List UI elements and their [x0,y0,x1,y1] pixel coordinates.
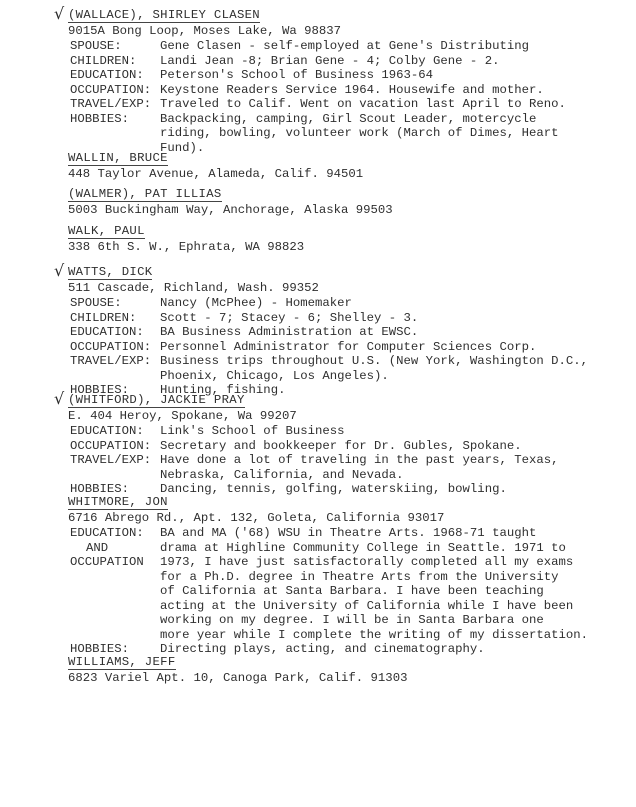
entry-williams [60,655,628,686]
field-value: BA and MA ('68) WSU in Theatre Arts. 1968-71 taught drama at Highline Community College in Seattle. 1971 to 1973, I have just satisfactorally completed all my exams for a Ph.D. degree in Theatre Arts from the University of California at Santa Barbara. I have been teaching acting at the University of California while I have been working on my degree. I will be in Santa Barbara one more year while I complete the writing of my dissertation. [160,526,589,642]
field-label: EDUCATION: [70,526,144,540]
entry-walk [60,224,628,255]
entry-name: WHITMORE, JON [68,495,168,509]
field-label: EDUCATION: [70,68,144,82]
field-label: TRAVEL/EXP: [70,97,152,111]
entry-address: 338 6th S. W., Ephrata, WA 98823 [68,239,305,254]
field-value: Directing plays, acting, and cinematography. [160,642,485,656]
entry-name: (WALMER), PAT ILLIAS [68,187,222,201]
field-label: HOBBIES: [70,482,130,496]
field-label: SPOUSE: [70,39,122,53]
entry-name: WALLIN, BRUCE [68,151,168,165]
field-value: Business trips throughout U.S. (New York, Washington D.C., Phoenix, Chicago, Los Angeles). [160,354,589,383]
entry-name: (WALLACE), SHIRLEY CLASEN [68,8,260,22]
field-label: TRAVEL/EXP: [70,354,152,368]
field-value: Hunting, fishing. [160,383,286,397]
field-label-and: AND [86,540,109,555]
field-value: Nancy (McPhee) - Homemaker [160,296,352,310]
field-label: HOBBIES: [70,111,130,126]
entry-address: 6716 Abrego Rd., Apt. 132, Goleta, California 93017 [68,510,445,525]
check-mark: √ [54,261,65,280]
entry-address: 5003 Buckingham Way, Anchorage, Alaska 99503 [68,202,393,217]
entry-name: (WHITFORD), JACKIE PRAY [68,393,245,407]
field-value: Have done a lot of traveling in the past years, Texas, Nebraska, California, and Nevada. [160,453,559,482]
entry-address: 9015A Bong Loop, Moses Lake, Wa 98837 [68,23,342,38]
field-label: TRAVEL/EXP: [70,453,152,467]
field-label: HOBBIES: [70,383,130,397]
field-label: CHILDREN: [70,310,137,325]
field-label: HOBBIES: [70,642,130,656]
field-value: Dancing, tennis, golfing, waterskiing, bowling. [160,482,507,496]
field-value: Personnel Administrator for Computer Sciences Corp. [160,339,537,354]
field-value: Keystone Readers Service 1964. Housewife and mother. [160,82,544,97]
entry-address: 448 Taylor Avenue, Alameda, Calif. 94501 [68,166,364,181]
field-label: EDUCATION: [70,325,144,339]
entry-wallace [54,4,628,155]
entry-whitmore [60,495,628,657]
field-value: Landi Jean -8; Brian Gene - 4; Colby Gene - 2. [160,53,500,68]
check-mark: √ [54,4,65,23]
entry-wallin [60,151,628,182]
field-value: Peterson's School of Business 1963-64 [160,68,434,82]
field-value: Gene Clasen - self-employed at Gene's Distributing [160,39,529,53]
field-label: EDUCATION: [70,424,144,438]
field-label-occupation: OCCUPATION [70,555,144,569]
entry-address: E. 404 Heroy, Spokane, Wa 99207 [68,408,297,423]
field-value: Scott - 7; Stacey - 6; Shelley - 3. [160,310,419,325]
field-label: OCCUPATION: [70,339,152,354]
entry-walmer [60,187,628,218]
field-label: CHILDREN: [70,53,137,68]
field-label: OCCUPATION: [70,82,152,97]
entry-watts [54,261,628,398]
check-mark: √ [54,389,65,408]
entry-name: WILLIAMS, JEFF [68,655,176,669]
field-value: Secretary and bookkeeper for Dr. Gubles, Spokane. [160,438,522,453]
field-label: OCCUPATION: [70,438,152,453]
entry-name: WATTS, DICK [68,265,153,279]
field-value: Link's School of Business [160,424,345,438]
field-value: Traveled to Calif. Went on vacation last April to Reno. [160,97,566,111]
entry-address: 511 Cascade, Richland, Wash. 99352 [68,280,319,295]
entry-address: 6823 Variel Apt. 10, Canoga Park, Calif. 91303 [68,670,408,685]
field-value: BA Business Administration at EWSC. [160,325,419,339]
entry-name: WALK, PAUL [68,224,145,238]
field-label: SPOUSE: [70,296,122,310]
field-value: Backpacking, camping, Girl Scout Leader, motercycle riding, bowling, volunteer work (March of Dimes, Heart Fund). [160,111,559,155]
